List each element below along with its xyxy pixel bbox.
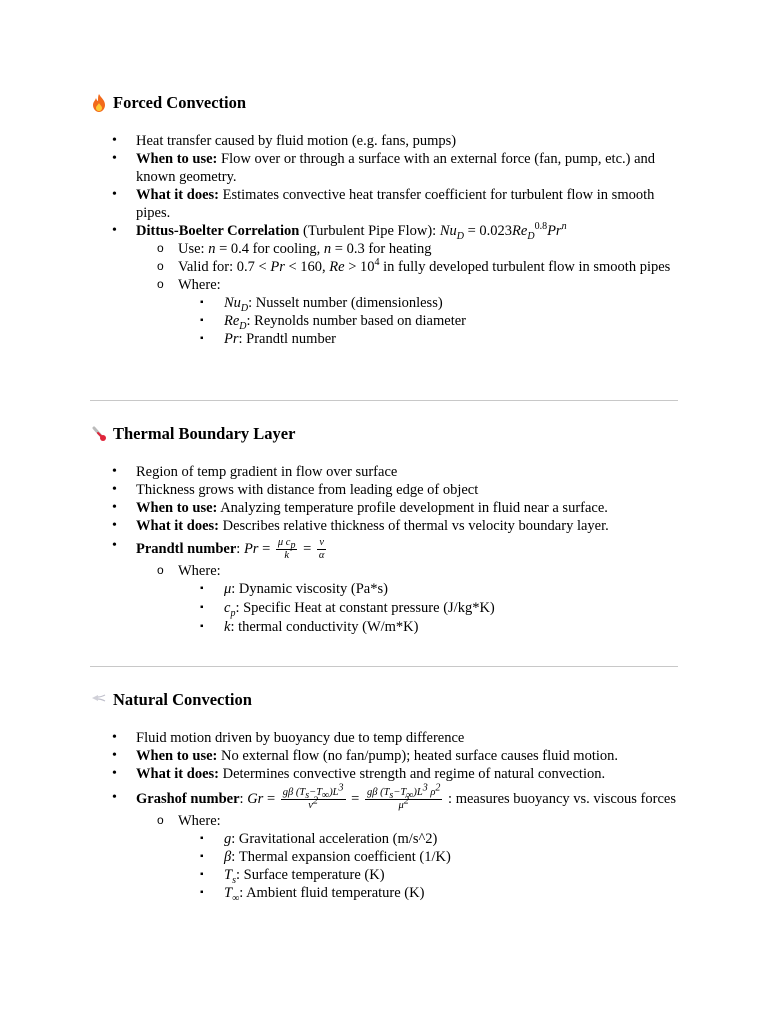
section-divider xyxy=(90,400,678,401)
sub-list-item: o Valid for: 0.7 < Pr < 160, $Re > 10^4$ in fully developed turbulent flow in smooth pipes xyxy=(134,258,680,276)
section-natural-convection xyxy=(90,689,680,902)
sub-list-item: o Use: n = 0.4 for cooling, n = 0.3 for heating xyxy=(134,240,680,258)
list-item: • Grashof number: Gr = $\frac{g\beta (T_s-T_\infty)L^3}{\nu^2}$ = $\frac{g\beta (T_s-T_\infty)L^3 \rho^2}{\mu^2}$ : measures buoyancy vs. viscous forces o Where: ▪ g: Gravitational acceleration (m/s^2) ▪ β: Thermal expansion coefficient (1/K) ▪ $T_s$: Surface temperature (K) ▪ $T_\infty$: Ambient fluid temperature (K) xyxy=(90,787,680,902)
list-item: • When to use: No external flow (no fan/pump); heated surface causes fluid motion. xyxy=(90,747,680,765)
definition-item: ▪ $Nu_D$: Nusselt number (dimensionless) xyxy=(178,294,680,312)
sub-list-item: o Where: ▪ $Nu_D$: Nusselt number (dimensionless) ▪ $Re_D$: Reynolds number based on diameter ▪ Pr: Prandtl number xyxy=(134,276,680,348)
fraction: $\frac{\mu c_p}{k}$ xyxy=(277,537,296,561)
sub-list-item: o Where: ▪ g: Gravitational acceleration (m/s^2) ▪ β: Thermal expansion coefficient (1/K) ▪ $T_s$: Surface temperature (K) ▪ $T_\infty$: Ambient fluid temperature (K) xyxy=(134,812,680,902)
list-item: • Thickness grows with distance from leading edge of object xyxy=(90,481,680,499)
definition-item: ▪ g: Gravitational acceleration (m/s^2) xyxy=(178,830,680,848)
section-divider xyxy=(90,666,678,667)
fire-icon xyxy=(90,93,108,113)
list-item: • Dittus-Boelter Correlation (Turbulent Pipe Flow): $Nu_D = 0.023Re_D^{0.8}Pr^n$ o Use: n = 0.4 for cooling, n = 0.3 for heating o Valid for: 0.7 < Pr < 160, $Re > 10^4$ in fully developed turbulent flow in smooth pipes o Where: ▪ $Nu_D$: Nusselt number (dimensionless) ▪ $Re_D$: Reynolds number based on diameter ▪ Pr: Prandtl number xyxy=(90,222,680,348)
fraction: $\frac{g\beta (T_s-T_\infty)L^3}{\nu^2}$ xyxy=(282,782,344,811)
list-item: • Fluid motion driven by buoyancy due to temp difference xyxy=(90,729,680,747)
list-item: • Heat transfer caused by fluid motion (e.g. fans, pumps) xyxy=(90,132,680,150)
thermometer-icon xyxy=(90,424,108,444)
section-heading xyxy=(90,92,680,114)
fraction: $\frac{\nu}{\alpha}$ xyxy=(318,537,325,561)
list-item: • When to use: Analyzing temperature profile development in fluid near a surface. xyxy=(90,499,680,517)
sub-list-item: o Where: ▪ μ: Dynamic viscosity (Pa*s) ▪ $c_p$: Specific Heat at constant pressure (J/kg*K) ▪ k: thermal conductivity (W/m*K) xyxy=(134,562,680,636)
list-item: • Region of temp gradient in flow over surface xyxy=(90,463,680,481)
section-heading xyxy=(90,689,680,711)
definition-item: ▪ $c_p$: Specific Heat at constant pressure (J/kg*K) xyxy=(178,599,680,617)
section-thermal-boundary-layer xyxy=(90,423,680,636)
section-title: Natural Convection xyxy=(113,690,252,709)
list-item: • What it does: Estimates convective heat transfer coefficient for turbulent flow in smooth pipes. xyxy=(90,186,680,222)
section-title: Forced Convection xyxy=(113,93,247,112)
definition-item: ▪ μ: Dynamic viscosity (Pa*s) xyxy=(178,580,680,598)
list-item: • Prandtl number: Pr = $\frac{\mu c_p}{k}$ = $\frac{\nu}{\alpha}$ o Where: ▪ μ: Dynamic viscosity (Pa*s) ▪ $c_p$: Specific Heat at constant pressure (J/kg*K) ▪ k: thermal conductivity (W/m*K) xyxy=(90,537,680,636)
definition-item: ▪ Pr: Prandtl number xyxy=(178,330,680,348)
list-item: • What it does: Describes relative thickness of thermal vs velocity boundary layer. xyxy=(90,517,680,535)
definition-item: ▪ $T_\infty$: Ambient fluid temperature (K) xyxy=(178,884,680,902)
fraction: $\frac{g\beta (T_s-T_\infty)L^3 \rho^2}{\mu^2}$ xyxy=(366,782,441,811)
section-title: Thermal Boundary Layer xyxy=(113,424,296,443)
wind-icon xyxy=(90,690,108,710)
definition-item: ▪ β: Thermal expansion coefficient (1/K) xyxy=(178,848,680,866)
section-forced-convection xyxy=(90,92,680,348)
list-item: • What it does: Determines convective strength and regime of natural convection. xyxy=(90,765,680,783)
section-heading xyxy=(90,423,680,445)
list-item: • When to use: Flow over or through a surface with an external force (fan, pump, etc.) and known geometry. xyxy=(90,150,680,186)
definition-item: ▪ $T_s$: Surface temperature (K) xyxy=(178,866,680,884)
definition-item: ▪ k: thermal conductivity (W/m*K) xyxy=(178,618,680,636)
definition-item: ▪ $Re_D$: Reynolds number based on diameter xyxy=(178,312,680,330)
